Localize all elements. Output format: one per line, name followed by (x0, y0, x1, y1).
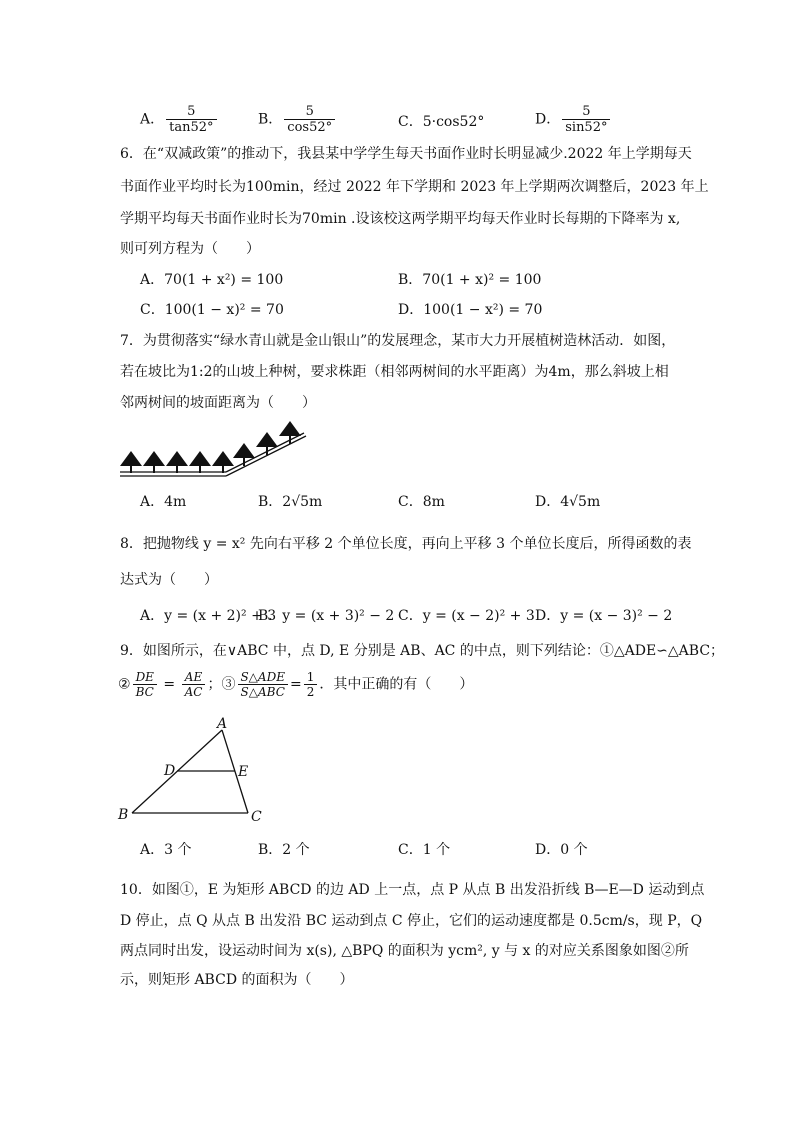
tree-icons (120, 421, 301, 473)
tree-icon (143, 451, 165, 473)
triangle-abc-figure (114, 716, 274, 826)
tree-slope-figure (116, 418, 310, 480)
q6-option-c[interactable]: C．100(1 − x)² = 70 (140, 302, 284, 318)
q7-option-c[interactable]: C．8m (398, 494, 445, 510)
q6-text-line-3: 学期平均每天书面作业时长为70min .设该校这两学期平均每天作业时长每期的下降率为 x, (120, 211, 681, 227)
q5-option-b[interactable]: B． $\frac{5}{\cos 52^\circ}$ (258, 104, 337, 135)
q7-text-line-1: 7．为贯彻落实“绿水青山就是金山银山”的发展理念，某市大力开展植树造林活动．如图， (120, 333, 676, 349)
q5-b-denominator: cos52° (284, 119, 335, 135)
q5-option-a[interactable]: A． $\frac{5}{\tan 52^\circ}$ (140, 104, 219, 135)
vertex-label-c: C (251, 809, 262, 825)
q6-text-line-1: 6．在“双减政策”的推动下，我县某中学学生每天书面作业时长明显减少.2022 年上学期每天 (120, 146, 692, 162)
q10-text-line-4: 示，则矩形 ABCD 的面积为（ ） (120, 972, 354, 988)
q5-b-numerator: 5 (305, 104, 314, 119)
q8-option-a[interactable]: A．y = (x + 2)² + 3 (140, 608, 277, 624)
q6-text-line-4: 则可列方程为（ ） (120, 241, 260, 257)
q6-option-b[interactable]: B．70(1 + x)² = 100 (398, 272, 542, 288)
q7-option-b[interactable]: B．2√5m (258, 494, 323, 510)
q9-option-d[interactable]: D．0 个 (535, 842, 588, 858)
q6-option-d[interactable]: D．100(1 − x²) = 70 (398, 302, 543, 318)
q5-option-c[interactable]: C．5·cos52° (398, 114, 485, 130)
tree-icon (120, 451, 142, 473)
vertex-label-b: B (118, 807, 129, 823)
q9-text-line-2: ② $\frac{DE}{BC}$ = $\frac{AE}{AC}$ ；③ $\frac{\text{S△ADE}}{\text{S△ABC}}$ = $\frac{1}{2}$ ．其中正确的有（ ） (118, 670, 474, 699)
q7-text-line-2: 若在坡比为1:2的山坡上种树，要求株距（相邻两树间的水平距离）为4m，那么斜坡上相 (120, 364, 669, 380)
q8-option-c[interactable]: C．y = (x − 2)² + 3 (398, 608, 535, 624)
vertex-label-a: A (217, 716, 228, 732)
q7-option-d[interactable]: D．4√5m (535, 494, 601, 510)
q8-text-line-2: 达式为（ ） (120, 572, 218, 588)
q10-text-line-2: D 停止，点 Q 从点 B 出发沿 BC 运动到点 C 停止，它们的运动速度都是 0.5cm/s，现 P，Q (120, 913, 703, 929)
vertex-label-d: D (164, 763, 176, 779)
q5-a-denominator: tan52° (166, 119, 216, 135)
q6-text-line-2: 书面作业平均时长为100min，经过 2022 年下学期和 2023 年上学期两次调整后，2023 年上 (120, 179, 709, 195)
vertex-label-e: E (238, 764, 249, 780)
tree-icon (166, 451, 188, 473)
q9-text-line-1: 9．如图所示，在∨ABC 中，点 D, E 分别是 AB、AC 的中点，则下列结论：①△ADE∽△ABC； (120, 643, 725, 659)
q8-option-b[interactable]: B．y = (x + 3)² − 2 (258, 608, 395, 624)
q9-option-a[interactable]: A．3 个 (140, 842, 192, 858)
tree-icon (189, 451, 211, 473)
q8-text-line-1: 8．把抛物线 y = x² 先向右平移 2 个单位长度，再向上平移 3 个单位长度后，所得函数的表 (120, 536, 692, 552)
q10-text-line-3: 两点同时出发，设运动时间为 x(s), △BPQ 的面积为 ycm², y 与 x 的对应关系图象如图②所 (120, 943, 689, 959)
q7-text-line-3: 邻两树间的坡面距离为（ ） (120, 395, 316, 411)
q5-a-numerator: 5 (187, 104, 196, 119)
q5-option-d[interactable]: D． $\frac{5}{\sin 52^\circ}$ (535, 104, 612, 135)
q9-option-b[interactable]: B．2 个 (258, 842, 310, 858)
q6-option-a[interactable]: A．70(1 + x²) = 100 (140, 272, 284, 288)
q8-option-d[interactable]: D．y = (x − 3)² − 2 (535, 608, 673, 624)
q5-d-denominator: sin52° (562, 119, 610, 135)
q10-text-line-1: 10．如图①，E 为矩形 ABCD 的边 AD 上一点，点 P 从点 B 出发沿折线 B—E—D 运动到点 (120, 882, 705, 898)
q5-d-numerator: 5 (582, 104, 591, 119)
q7-option-a[interactable]: A．4m (140, 494, 187, 510)
q9-option-c[interactable]: C．1 个 (398, 842, 451, 858)
